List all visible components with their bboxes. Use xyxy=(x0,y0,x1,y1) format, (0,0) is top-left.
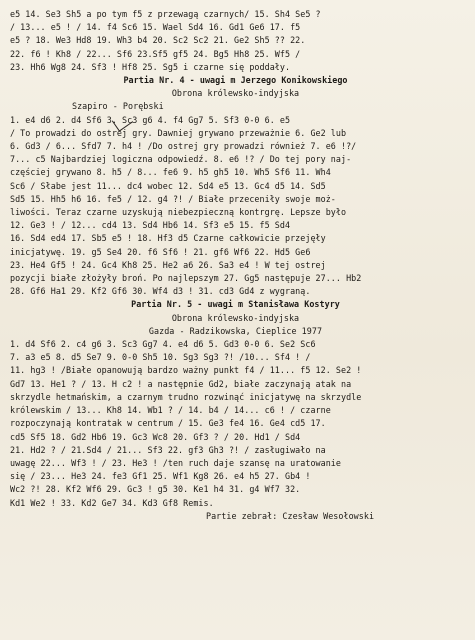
move-line: 7. a3 e5 8. d5 Se7 9. 0-0 Sh5 10. Sg3 Sg3 ?! /10... Sf4 ! / xyxy=(10,352,311,363)
move-line: uwagę 22... Wf3 ! / 23. He3 ! /ten ruch daje szansę na uratowanie xyxy=(10,457,341,468)
move-line: 28. Gf6 Ha1 29. Kf2 Gf6 30. Wf4 d3 ! 31. cd3 Gd4 z wygraną. xyxy=(10,286,311,297)
move-line: królewskim / 13... Kh8 14. Wb1 ? / 14. b4 / 14... c6 ! / czarne xyxy=(10,405,331,416)
move-line: częściej grywano 8. h5 / 8... fe6 9. h5 gh5 10. Wh5 Sf6 11. Wh4 xyxy=(10,167,331,178)
text-line: e5 14. Se3 Sh5 a po tym f5 z przewagą czarnych/ 15. Sh4 Se5 ? xyxy=(10,9,321,19)
text-line: 22. f6 ! Kh8 / 22... Sf6 23.Sf5 gf5 24. Bg5 Hh8 25. Wf5 / xyxy=(10,48,301,59)
move-line: 16. Sd4 ed4 17. Sb5 e5 ! 18. Hf3 d5 Czarne całkowicie przejęły xyxy=(10,233,326,244)
move-line: 1. d4 Sf6 2. c4 g6 3. Sc3 Gg7 4. e4 d6 5. Gd3 0-0 6. Se2 Sc6 xyxy=(10,339,316,350)
game4-opening: Obrona królewsko-indyjska xyxy=(171,88,300,99)
text-line: 23. Hh6 Wg8 24. Sf3 ! Hf8 25. Sg5 i czarne się poddały. xyxy=(10,61,291,72)
game4-players: Szapiro - Porębski xyxy=(72,101,164,112)
move-line: 7... c5 Najbardziej logiczna odpowiedź. 8. e6 !? / Do tej pory naj- xyxy=(10,154,352,165)
move-line: liwości. Teraz czarne uzyskują niebezpieczną kontrgrę. Lepsze było xyxy=(10,207,347,218)
move-line: pozycji białe złożyły broń. Po najlepszym 27. Gg5 następuje 27... Hb2 xyxy=(10,273,362,284)
collector-footer: Partie zebrał: Czesław Wesołowski xyxy=(206,510,375,521)
game4-title: Partia Nr. 4 - uwagi m Jerzego Konikowskiego xyxy=(123,75,348,86)
game4-moves xyxy=(10,114,461,299)
intro-section xyxy=(10,8,461,74)
move-line: 11. hg3 ! /Białe opanowują bardzo ważny punkt f4 / 11... f5 12. Se2 ! xyxy=(10,365,362,376)
move-line: Sd5 15. Hh5 h6 16. fe5 / 12. g4 ?! / Białe przeceniły swoje moż- xyxy=(10,193,336,204)
move-line: Wc2 ?! 28. Kf2 Wf6 29. Gc3 ! g5 30. Ke1 h4 31. g4 Wf7 32. xyxy=(10,484,301,495)
move-line: rozpoczynają kontratak w centrum / 15. Ge3 fe4 16. Ge4 cd5 17. xyxy=(10,418,326,429)
game5-moves xyxy=(10,338,461,510)
text-line: e5 ? 18. We3 Hd8 19. Wh3 b4 20. Sc2 Sc2 21. Ge2 Sh5 ?? 22. xyxy=(10,35,306,46)
game5-players: Gazda - Radzikowska, Cieplice 1977 xyxy=(148,325,323,336)
move-line: 23. He4 Gf5 ! 24. Gc4 Kh8 25. He2 a6 26. Sa3 e4 ! W tej ostrej xyxy=(10,259,326,270)
move-line: skrzydle hetmańskim, a czarnym trudno rozwinąć inicjatywę na skrzydle xyxy=(10,391,362,402)
move-line: 1. e4 d6 2. d4 Sf6 3. Sc3 g6 4. f4 Gg7 5. Sf3 0-0 6. e5 xyxy=(10,114,291,125)
move-line: / To prowadzi do ostrej gry. Dawniej grywano przeważnie 6. Ge2 lub xyxy=(10,127,347,138)
move-line: 6. Gd3 / 6... Sfd7 7. h4 ! /Do ostrej gry prowadzi również 7. e6 !?/ xyxy=(10,141,357,152)
text-line: / 13... e5 ! / 14. f4 Sc6 15. Wael Sd4 16. Gd1 Ge6 17. f5 xyxy=(10,22,301,33)
game5-opening: Obrona królewsko-indyjska xyxy=(171,312,300,323)
game5-title: Partia Nr. 5 - uwagi m Stanisława Kostyry xyxy=(131,299,340,310)
move-line: inicjatywę. 19. g5 Se4 20. f6 Sf6 ! 21. gf6 Wf6 22. Hd5 Ge6 xyxy=(10,246,311,257)
move-line: Gd7 13. He1 ? / 13. H c2 ! a następnie Gd2, białe zaczynają atak na xyxy=(10,378,352,389)
move-line: cd5 Sf5 18. Gd2 Hb6 19. Gc3 Wc8 20. Gf3 ? / 20. Hd1 / Sd4 xyxy=(10,431,301,442)
move-line: Sc6 / Słabe jest 11... dc4 wobec 12. Sd4 e5 13. Gc4 d5 14. Sd5 xyxy=(10,180,326,191)
move-line: Kd1 We2 ! 33. Kd2 Ge7 34. Kd3 Gf8 Remis. xyxy=(10,497,214,508)
move-line: 21. Hd2 ? / 21.Sd4 / 21... Sf3 22. gf3 Gh3 ?! / zasługiwało na xyxy=(10,444,326,455)
move-line: się / 23... He3 24. fe3 Gf1 25. Wf1 Kg8 26. e4 h5 27. Gb4 ! xyxy=(10,471,311,482)
move-line: 12. Ge3 ! / 12... cd4 13. Sd4 Hb6 14. Sf3 e5 15. f5 Sd4 xyxy=(10,220,291,231)
